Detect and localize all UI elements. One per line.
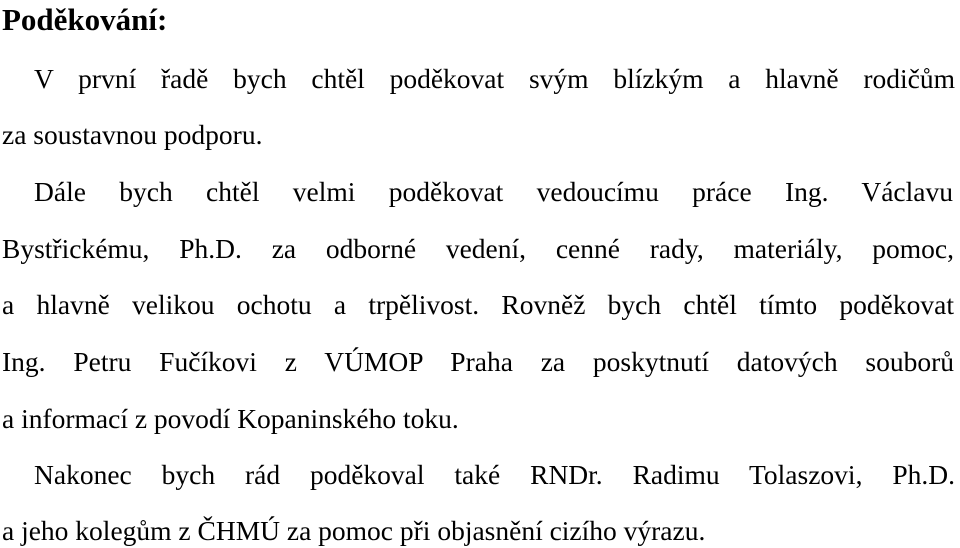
text-line: Dále bych chtěl velmi poděkovat vedoucímu práce Ing. Václavu [34,176,953,207]
text-line: a hlavně velikou ochotu a trpělivost. Rovněž bych chtěl tímto poděkovat [2,289,954,320]
page-title: Poděkování: [2,2,168,37]
text-line: Ing. Petru Fučíkovi z VÚMOP Praha za poskytnutí datových souborů [2,346,954,377]
text-line: Bystřickému, Ph.D. za odborné vedení, cenné rady, materiály, pomoc, [2,233,954,264]
text-line: za soustavnou podporu. [2,119,263,150]
text-line: V první řadě bych chtěl poděkovat svým blízkým a hlavně rodičům [34,63,955,94]
text-line: Nakonec bych rád poděkoval také RNDr. Radimu Tolaszovi, Ph.D. [34,459,955,490]
text-line: a jeho kolegům z ČHMÚ za pomoc při objasnění cizího výrazu. [2,515,706,546]
text-line: a informací z povodí Kopaninského toku. [2,403,459,434]
